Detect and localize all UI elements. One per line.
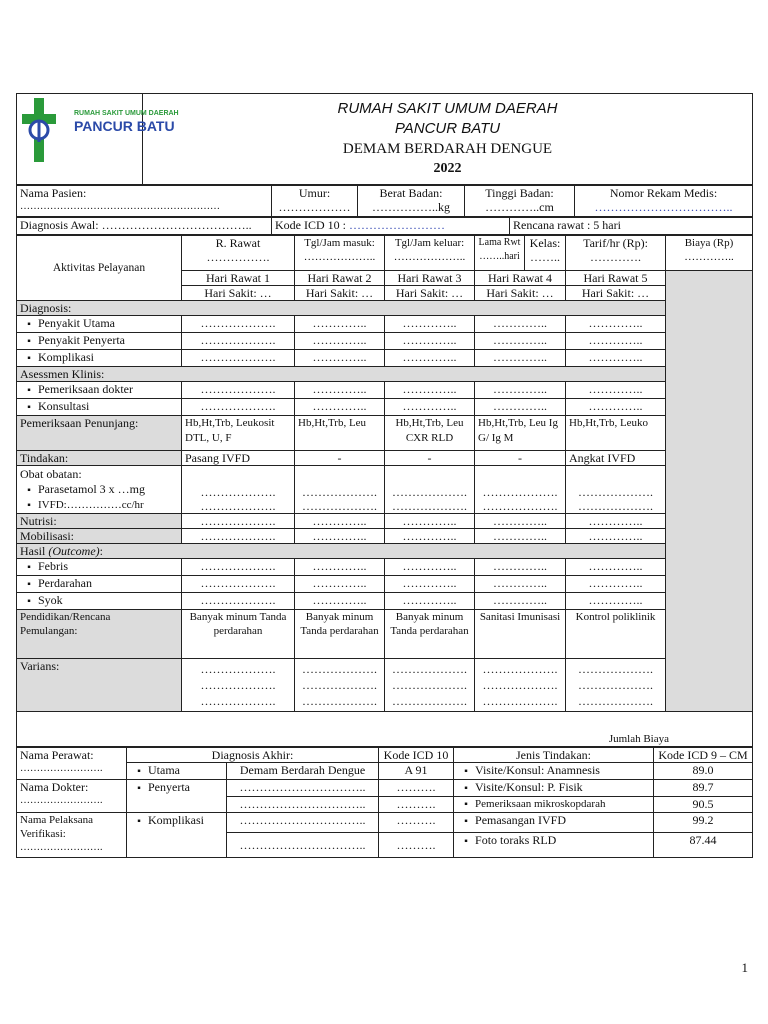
penunjang-5: Hb,Ht,Trb, Leuko: [566, 416, 666, 451]
cell-dots[interactable]: …………..: [295, 559, 385, 576]
page-number: 1: [741, 960, 748, 975]
varians-col-3[interactable]: [385, 659, 475, 712]
cell-dots[interactable]: …………..: [385, 514, 475, 529]
nama-pasien-value: ……………………………………………………: [20, 201, 220, 212]
cell-dots: ……………….: [200, 678, 276, 692]
cell-dots: ……………….: [482, 694, 558, 708]
tindakan-fisik: ▪ Visite/Konsul: P. Fisik: [454, 780, 654, 797]
cell-dots[interactable]: …………..: [385, 399, 475, 416]
cell-dots[interactable]: …………..: [385, 559, 475, 576]
cell-dots[interactable]: …………..: [566, 333, 666, 350]
cell-dots: ……………….: [392, 678, 467, 692]
penyakit-utama-label: ▪ Penyakit Utama: [17, 316, 182, 333]
cell-dots[interactable]: …………..: [295, 399, 385, 416]
cell-dots[interactable]: ……………….: [182, 333, 295, 350]
cell-dots[interactable]: …………..: [566, 593, 666, 610]
row-konsultasi: [17, 399, 753, 416]
perawat-value: …………………….: [20, 763, 103, 774]
cell-dots[interactable]: …………..: [566, 316, 666, 333]
cell-dots[interactable]: …………..: [385, 593, 475, 610]
cell-dots[interactable]: …………..: [385, 382, 475, 399]
pathway-table: [16, 235, 753, 747]
pelaksana-value: …………………….: [20, 842, 103, 853]
kode-99-2: 99.2: [654, 813, 753, 833]
jumlah-biaya-label: Jumlah Biaya: [608, 733, 669, 745]
cell-dots[interactable]: ……………….: [182, 316, 295, 333]
utama-value: Demam Berdarah Dengue: [227, 763, 379, 780]
penyerta-value-2[interactable]: …………………………..: [227, 797, 379, 813]
cell-dots[interactable]: …………..: [475, 382, 566, 399]
cell-dots: ……………….: [578, 662, 653, 676]
tinggi-badan-cell[interactable]: [465, 186, 575, 217]
tindakan-4: -: [475, 451, 566, 466]
tindakan-anamnesis: ▪ Visite/Konsul: Anamnesis: [454, 763, 654, 780]
obat-col-3[interactable]: [385, 466, 475, 514]
tgl-keluar-label: Tgl/Jam keluar:: [394, 237, 465, 249]
row-obat: [17, 466, 753, 514]
row-pendidikan: [17, 610, 753, 659]
pendidikan-label-1: Pendidikan/Rencana: [20, 611, 111, 623]
biaya-cell[interactable]: [666, 236, 753, 271]
r-rawat-cell[interactable]: [182, 236, 295, 271]
penyakit-penyerta-label: ▪ Penyakit Penyerta: [17, 333, 182, 350]
pendidikan-5: Kontrol poliklinik: [566, 610, 666, 659]
cell-dots[interactable]: …………..: [566, 399, 666, 416]
r-rawat-value: …………….: [206, 250, 270, 264]
row-penyakit-utama: [17, 316, 753, 333]
pelaksana-label-1: Nama Pelaksana: [20, 814, 93, 826]
r-rawat-label: R. Rawat: [215, 236, 261, 250]
cell-dots[interactable]: ……………….: [182, 559, 295, 576]
jumlah-biaya-cell: [17, 712, 753, 747]
kode-icd10-header: Kode ICD 10: [379, 748, 454, 763]
umur-cell[interactable]: [272, 186, 358, 217]
berat-badan-label: Berat Badan:: [379, 186, 443, 200]
cell-dots: ……………….: [578, 694, 653, 708]
mobilisasi-label: Mobilisasi:: [17, 529, 182, 544]
komplikasi-akhir-label: ▪ Komplikasi: [127, 813, 227, 858]
obat-col-2[interactable]: [295, 466, 385, 514]
varians-col-4[interactable]: [475, 659, 566, 712]
kelas-label: Kelas:: [529, 236, 561, 250]
umur-label: Umur:: [298, 186, 331, 200]
lama-rawat-value: ……..hari: [479, 251, 520, 262]
title-line-3: DEMAM BERDARAH DENGUE: [342, 141, 553, 157]
hasil-colon: :: [99, 544, 103, 558]
pelaksana-label-2: Verifikasi:: [20, 828, 66, 840]
nama-pasien-label: Nama Pasien:: [20, 186, 87, 200]
diagnosis-section: Diagnosis:: [17, 301, 666, 316]
row-febris: [17, 559, 753, 576]
cell-dots[interactable]: …………..: [475, 316, 566, 333]
hari-rawat-3: Hari Rawat 3: [385, 271, 475, 286]
obat-col-5[interactable]: [566, 466, 666, 514]
pendidikan-label: [17, 610, 182, 659]
cell-dots[interactable]: …………..: [295, 350, 385, 367]
cell-dots: ……………….: [200, 485, 276, 499]
cell-dots[interactable]: …………..: [475, 529, 566, 544]
tgl-masuk-label: Tgl/Jam masuk:: [304, 237, 375, 249]
tindakan-label: Tindakan:: [17, 451, 182, 466]
kelas-cell[interactable]: [525, 236, 566, 271]
aktivitas-header: Aktivitas Pelayanan: [17, 236, 182, 301]
tgl-masuk-value: ………………..: [303, 251, 376, 263]
hari-rawat-2: Hari Rawat 2: [295, 271, 385, 286]
cell-dots[interactable]: …………..: [385, 529, 475, 544]
cell-dots: ……………….: [302, 485, 377, 499]
ivfd-label: ▪ IVFD:……………cc/hr: [20, 498, 178, 513]
tarif-cell[interactable]: [566, 236, 666, 271]
kode-89-7: 89.7: [654, 780, 753, 797]
hari-sakit-5[interactable]: Hari Sakit: …: [566, 286, 666, 301]
cell-dots[interactable]: …………..: [295, 382, 385, 399]
header-table: [16, 93, 753, 185]
cell-dots: ……………….: [302, 678, 377, 692]
tinggi-badan-label: Tinggi Badan:: [485, 186, 554, 200]
biaya-column-gray: [666, 271, 753, 712]
cell-dots[interactable]: ……………….: [182, 576, 295, 593]
hari-sakit-2[interactable]: Hari Sakit: …: [295, 286, 385, 301]
diagnosis-akhir-header: Diagnosis Akhir:: [127, 748, 379, 763]
konsultasi-label: ▪ Konsultasi: [17, 399, 182, 416]
kode-89-0: 89.0: [654, 763, 753, 780]
tindakan-5: Angkat IVFD: [566, 451, 666, 466]
tindakan-mikroskop: ▪ Pemeriksaan mikroskopdarah: [454, 797, 654, 813]
tgl-masuk-cell[interactable]: [295, 236, 385, 271]
cell-dots[interactable]: ……………….: [182, 399, 295, 416]
rekam-medis-cell[interactable]: [575, 186, 753, 217]
komplikasi-code-1[interactable]: ……….: [379, 813, 454, 833]
tarif-value: ………….: [590, 250, 641, 264]
cell-dots: ……………….: [302, 694, 377, 708]
title-year: 2022: [433, 161, 462, 176]
syok-label: ▪ Syok: [17, 593, 182, 610]
cell-dots: ……………….: [200, 694, 276, 708]
cell-dots: ……………….: [578, 499, 653, 513]
hari-sakit-4[interactable]: Hari Sakit: …: [475, 286, 566, 301]
penunjang-3: Hb,Ht,Trb, Leu CXR RLD: [385, 416, 475, 451]
penunjang-4: Hb,Ht,Trb, Leu Ig G/ Ig M: [475, 416, 566, 451]
pendidikan-label-2: Pemulangan:: [20, 625, 78, 637]
cell-dots: ……………….: [302, 499, 377, 513]
cell-dots[interactable]: …………..: [475, 399, 566, 416]
cell-dots[interactable]: …………..: [566, 529, 666, 544]
diagnosis-awal-table: [16, 217, 753, 235]
asesmen-section: Asessmen Klinis:: [17, 367, 666, 382]
perdarahan-label: ▪ Perdarahan: [17, 576, 182, 593]
hari-rawat-1: Hari Rawat 1: [182, 271, 295, 286]
obat-col-1[interactable]: [182, 466, 295, 514]
tgl-keluar-value: ………………..: [393, 251, 466, 263]
pendidikan-4: Sanitasi Imunisasi: [475, 610, 566, 659]
obat-label: Obat obatan:: [20, 467, 82, 481]
cell-dots[interactable]: …………..: [295, 333, 385, 350]
row-pemeriksaan-dokter: [17, 382, 753, 399]
febris-label: ▪ Febris: [17, 559, 182, 576]
pendidikan-3: Banyak minum Tanda perdarahan: [385, 610, 475, 659]
komplikasi-code-2[interactable]: ……….: [379, 833, 454, 858]
hari-sakit-3[interactable]: Hari Sakit: …: [385, 286, 475, 301]
kelas-value: ……..: [530, 250, 560, 264]
penunjang-1: Hb,Ht,Trb, Leukosit DTL, U, F: [182, 416, 295, 451]
pelaksana-cell[interactable]: [17, 813, 127, 858]
row-penyakit-penyerta: [17, 333, 753, 350]
kode-87-44: 87.44: [654, 833, 753, 858]
cell-dots[interactable]: …………..: [295, 529, 385, 544]
biaya-label: Biaya (Rp): [684, 237, 734, 249]
parasetamol-label: ▪ Parasetamol 3 x …mg: [20, 482, 178, 498]
dokter-cell[interactable]: [17, 780, 127, 813]
cell-dots[interactable]: …………..: [295, 514, 385, 529]
perawat-label: Nama Perawat:: [20, 748, 94, 762]
pemeriksaan-dokter-label: ▪ Pemeriksaan dokter: [17, 382, 182, 399]
hasil-outcome-label: (Outcome): [48, 544, 100, 558]
penyerta-value-1[interactable]: …………………………..: [227, 780, 379, 797]
cell-dots[interactable]: …………..: [566, 576, 666, 593]
biaya-value: …………..: [684, 251, 734, 263]
cell-dots: ……………….: [482, 678, 558, 692]
cell-dots[interactable]: …………..: [566, 559, 666, 576]
hasil-section: [17, 544, 666, 559]
tindakan-toraks: ▪ Foto toraks RLD: [454, 833, 654, 858]
tindakan-1: Pasang IVFD: [182, 451, 295, 466]
cell-dots: ……………….: [578, 678, 653, 692]
tarif-label: Tarif/hr (Rp):: [583, 236, 648, 250]
nutrisi-label: Nutrisi:: [17, 514, 182, 529]
tinggi-badan-value: …………..cm: [485, 200, 554, 214]
row-syok: [17, 593, 753, 610]
row-perdarahan: [17, 576, 753, 593]
cell-dots[interactable]: …………..: [475, 559, 566, 576]
cell-dots: ……………….: [578, 485, 653, 499]
hari-sakit-1[interactable]: Hari Sakit: …: [182, 286, 295, 301]
obat-cell: [17, 466, 182, 514]
penyerta-code-1[interactable]: ……….: [379, 780, 454, 797]
penyerta-code-2[interactable]: ……….: [379, 797, 454, 813]
row-varians: [17, 659, 753, 712]
obat-col-4[interactable]: [475, 466, 566, 514]
penyerta-label: ▪ Penyerta: [127, 780, 227, 813]
tindakan-3: -: [385, 451, 475, 466]
rekam-medis-value: ……………………………..: [594, 200, 733, 214]
logo-text-2: PANCUR BATU: [74, 118, 175, 134]
kode-icd9-header: Kode ICD 9 – CM: [654, 748, 753, 763]
cell-dots[interactable]: …………..: [385, 316, 475, 333]
rencana-rawat: Rencana rawat : 5 hari: [510, 218, 753, 235]
dokter-value: …………………….: [20, 795, 103, 806]
penunjang-label: Pemeriksaan Penunjang:: [17, 416, 182, 451]
cell-dots[interactable]: …………..: [475, 514, 566, 529]
cell-dots[interactable]: …………..: [385, 576, 475, 593]
row-penunjang: [17, 416, 753, 451]
tgl-keluar-cell[interactable]: [385, 236, 475, 271]
perawat-cell[interactable]: [17, 748, 127, 780]
komplikasi-label: ▪ Komplikasi: [17, 350, 182, 367]
cell-dots[interactable]: …………..: [475, 576, 566, 593]
cell-dots: ……………….: [200, 662, 276, 676]
berat-badan-cell[interactable]: [358, 186, 465, 217]
kode-icd-cell[interactable]: [272, 218, 510, 235]
cell-dots: ……………….: [302, 662, 377, 676]
logo-cell: [17, 94, 179, 185]
title-cell: [143, 94, 753, 185]
row-tindakan: [17, 451, 753, 466]
jenis-tindakan-header: Jenis Tindakan:: [454, 748, 654, 763]
cell-dots[interactable]: ……………….: [182, 350, 295, 367]
cell-dots: ……………….: [200, 499, 276, 513]
cell-dots: ……………….: [392, 694, 467, 708]
utama-label: ▪ Utama: [127, 763, 227, 780]
lama-rawat-cell[interactable]: [475, 236, 525, 271]
umur-value: ………………: [278, 200, 351, 214]
a91-code: A 91: [379, 763, 454, 780]
hari-rawat-5: Hari Rawat 5: [566, 271, 666, 286]
lama-rawat-label: Lama Rwt: [478, 237, 521, 248]
cell-dots: ……………….: [482, 499, 558, 513]
cell-dots: ……………….: [392, 662, 467, 676]
kode-icd-label: Kode ICD 10 :: [275, 218, 349, 232]
cell-dots: ……………….: [392, 499, 467, 513]
nama-pasien-cell[interactable]: [17, 186, 272, 217]
cell-dots[interactable]: …………..: [385, 350, 475, 367]
kode-icd-value: ……………………: [349, 218, 445, 232]
cell-dots[interactable]: …………..: [475, 333, 566, 350]
varians-label: Varians:: [17, 659, 182, 712]
footer-table: [16, 747, 753, 858]
row-mobilisasi: [17, 529, 753, 544]
row-komplikasi: [17, 350, 753, 367]
cell-dots[interactable]: ……………….: [182, 382, 295, 399]
cell-dots[interactable]: …………..: [385, 333, 475, 350]
diagnosis-awal[interactable]: Diagnosis Awal: ………………………………..: [17, 218, 272, 235]
berat-badan-value: ……………..kg: [372, 200, 450, 214]
cell-dots[interactable]: …………..: [475, 350, 566, 367]
cell-dots[interactable]: ……………….: [182, 593, 295, 610]
cell-dots[interactable]: …………..: [566, 350, 666, 367]
cell-dots[interactable]: …………..: [295, 576, 385, 593]
varians-col-2[interactable]: [295, 659, 385, 712]
varians-col-5[interactable]: [566, 659, 666, 712]
row-jumlah-biaya: [17, 712, 753, 747]
varians-col-1[interactable]: [182, 659, 295, 712]
cell-dots[interactable]: …………..: [295, 316, 385, 333]
hasil-label: Hasil: [20, 544, 49, 558]
hari-rawat-4: Hari Rawat 4: [475, 271, 566, 286]
tindakan-2: -: [295, 451, 385, 466]
cell-dots[interactable]: ……………….: [182, 514, 295, 529]
cell-dots: ……………….: [482, 485, 558, 499]
cell-dots[interactable]: ……………….: [182, 529, 295, 544]
cell-dots[interactable]: …………..: [295, 593, 385, 610]
cell-dots[interactable]: …………..: [566, 382, 666, 399]
pendidikan-1: Banyak minum Tanda perdarahan: [182, 610, 295, 659]
pendidikan-2: Banyak minum Tanda perdarahan: [295, 610, 385, 659]
kode-90-5: 90.5: [654, 797, 753, 813]
tindakan-ivfd: ▪ Pemasangan IVFD: [454, 813, 654, 833]
clinical-pathway-form: [16, 93, 752, 858]
cell-dots: ……………….: [482, 662, 558, 676]
logo-text-1: RUMAH SAKIT UMUM DAERAH: [74, 110, 179, 117]
komplikasi-value-1[interactable]: …………………………..: [227, 813, 379, 833]
title-line-2: PANCUR BATU: [394, 120, 501, 137]
title-line-1: RUMAH SAKIT UMUM DAERAH: [337, 100, 558, 117]
penunjang-2: Hb,Ht,Trb, Leu: [295, 416, 385, 451]
cell-dots[interactable]: …………..: [475, 593, 566, 610]
cell-dots: ……………….: [392, 485, 467, 499]
cell-dots[interactable]: …………..: [566, 514, 666, 529]
dokter-label: Nama Dokter:: [20, 780, 89, 794]
patient-info-table: [16, 185, 753, 217]
komplikasi-value-2[interactable]: …………………………..: [227, 833, 379, 858]
rekam-medis-label: Nomor Rekam Medis:: [609, 186, 718, 200]
row-nutrisi: [17, 514, 753, 529]
